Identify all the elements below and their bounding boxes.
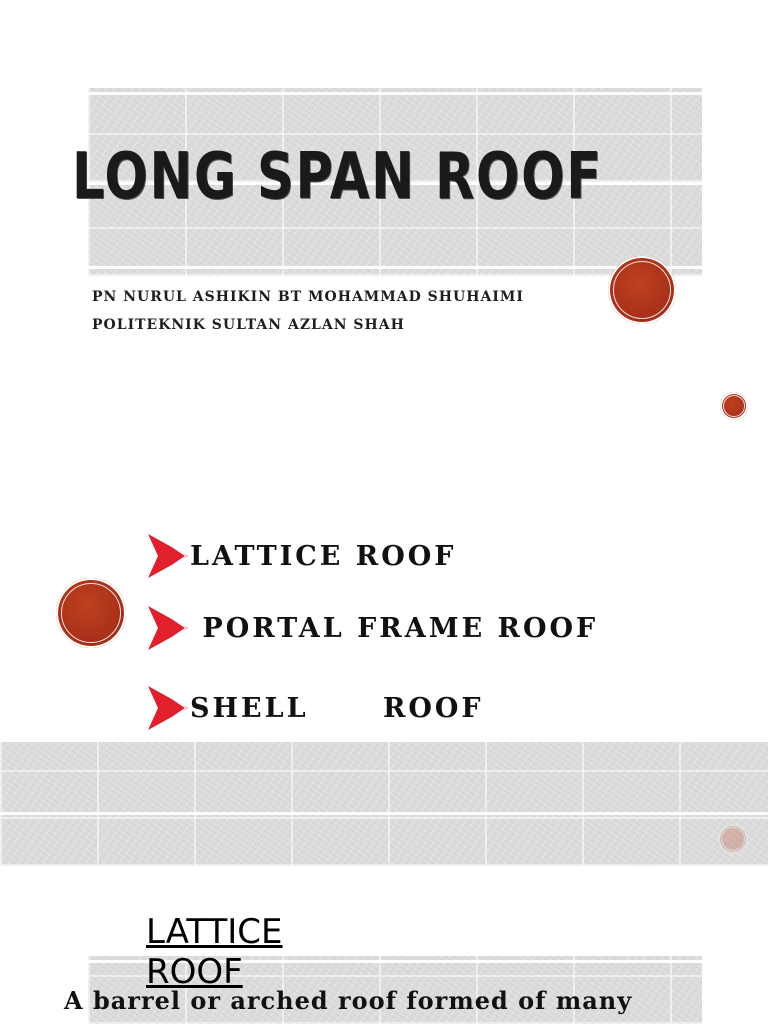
red-arrow-bullet-icon [146,684,190,732]
decorative-circle-icon [608,256,676,324]
author-name: PN NURUL ASHIKIN BT MOHAMMAD SHUHAIMI [92,289,524,305]
list-item-label: PORTAL FRAME ROOF [190,612,599,644]
list-item [146,684,484,732]
list-item-label: SHELL ROOF [190,692,484,724]
slide-title: LONG SPAN ROOF [72,140,603,214]
panel-divider [88,92,702,95]
section-heading: LATTICE ROOF [146,912,283,992]
list-item-label: LATTICE ROOF [190,540,457,572]
decorative-circle-icon [56,578,126,648]
institution-name: POLITEKNIK SULTAN AZLAN SHAH [92,317,405,333]
decorative-circle-icon [720,392,748,420]
list-item [146,604,598,652]
red-arrow-bullet-icon [146,604,190,652]
panel-divider [88,266,702,269]
list-item [146,532,456,580]
decorative-circle-icon [718,824,748,854]
band-divider [0,812,768,815]
texture-band [0,742,768,866]
body-text: A barrel or arched roof formed of many [64,986,633,1015]
red-arrow-bullet-icon [146,532,190,580]
